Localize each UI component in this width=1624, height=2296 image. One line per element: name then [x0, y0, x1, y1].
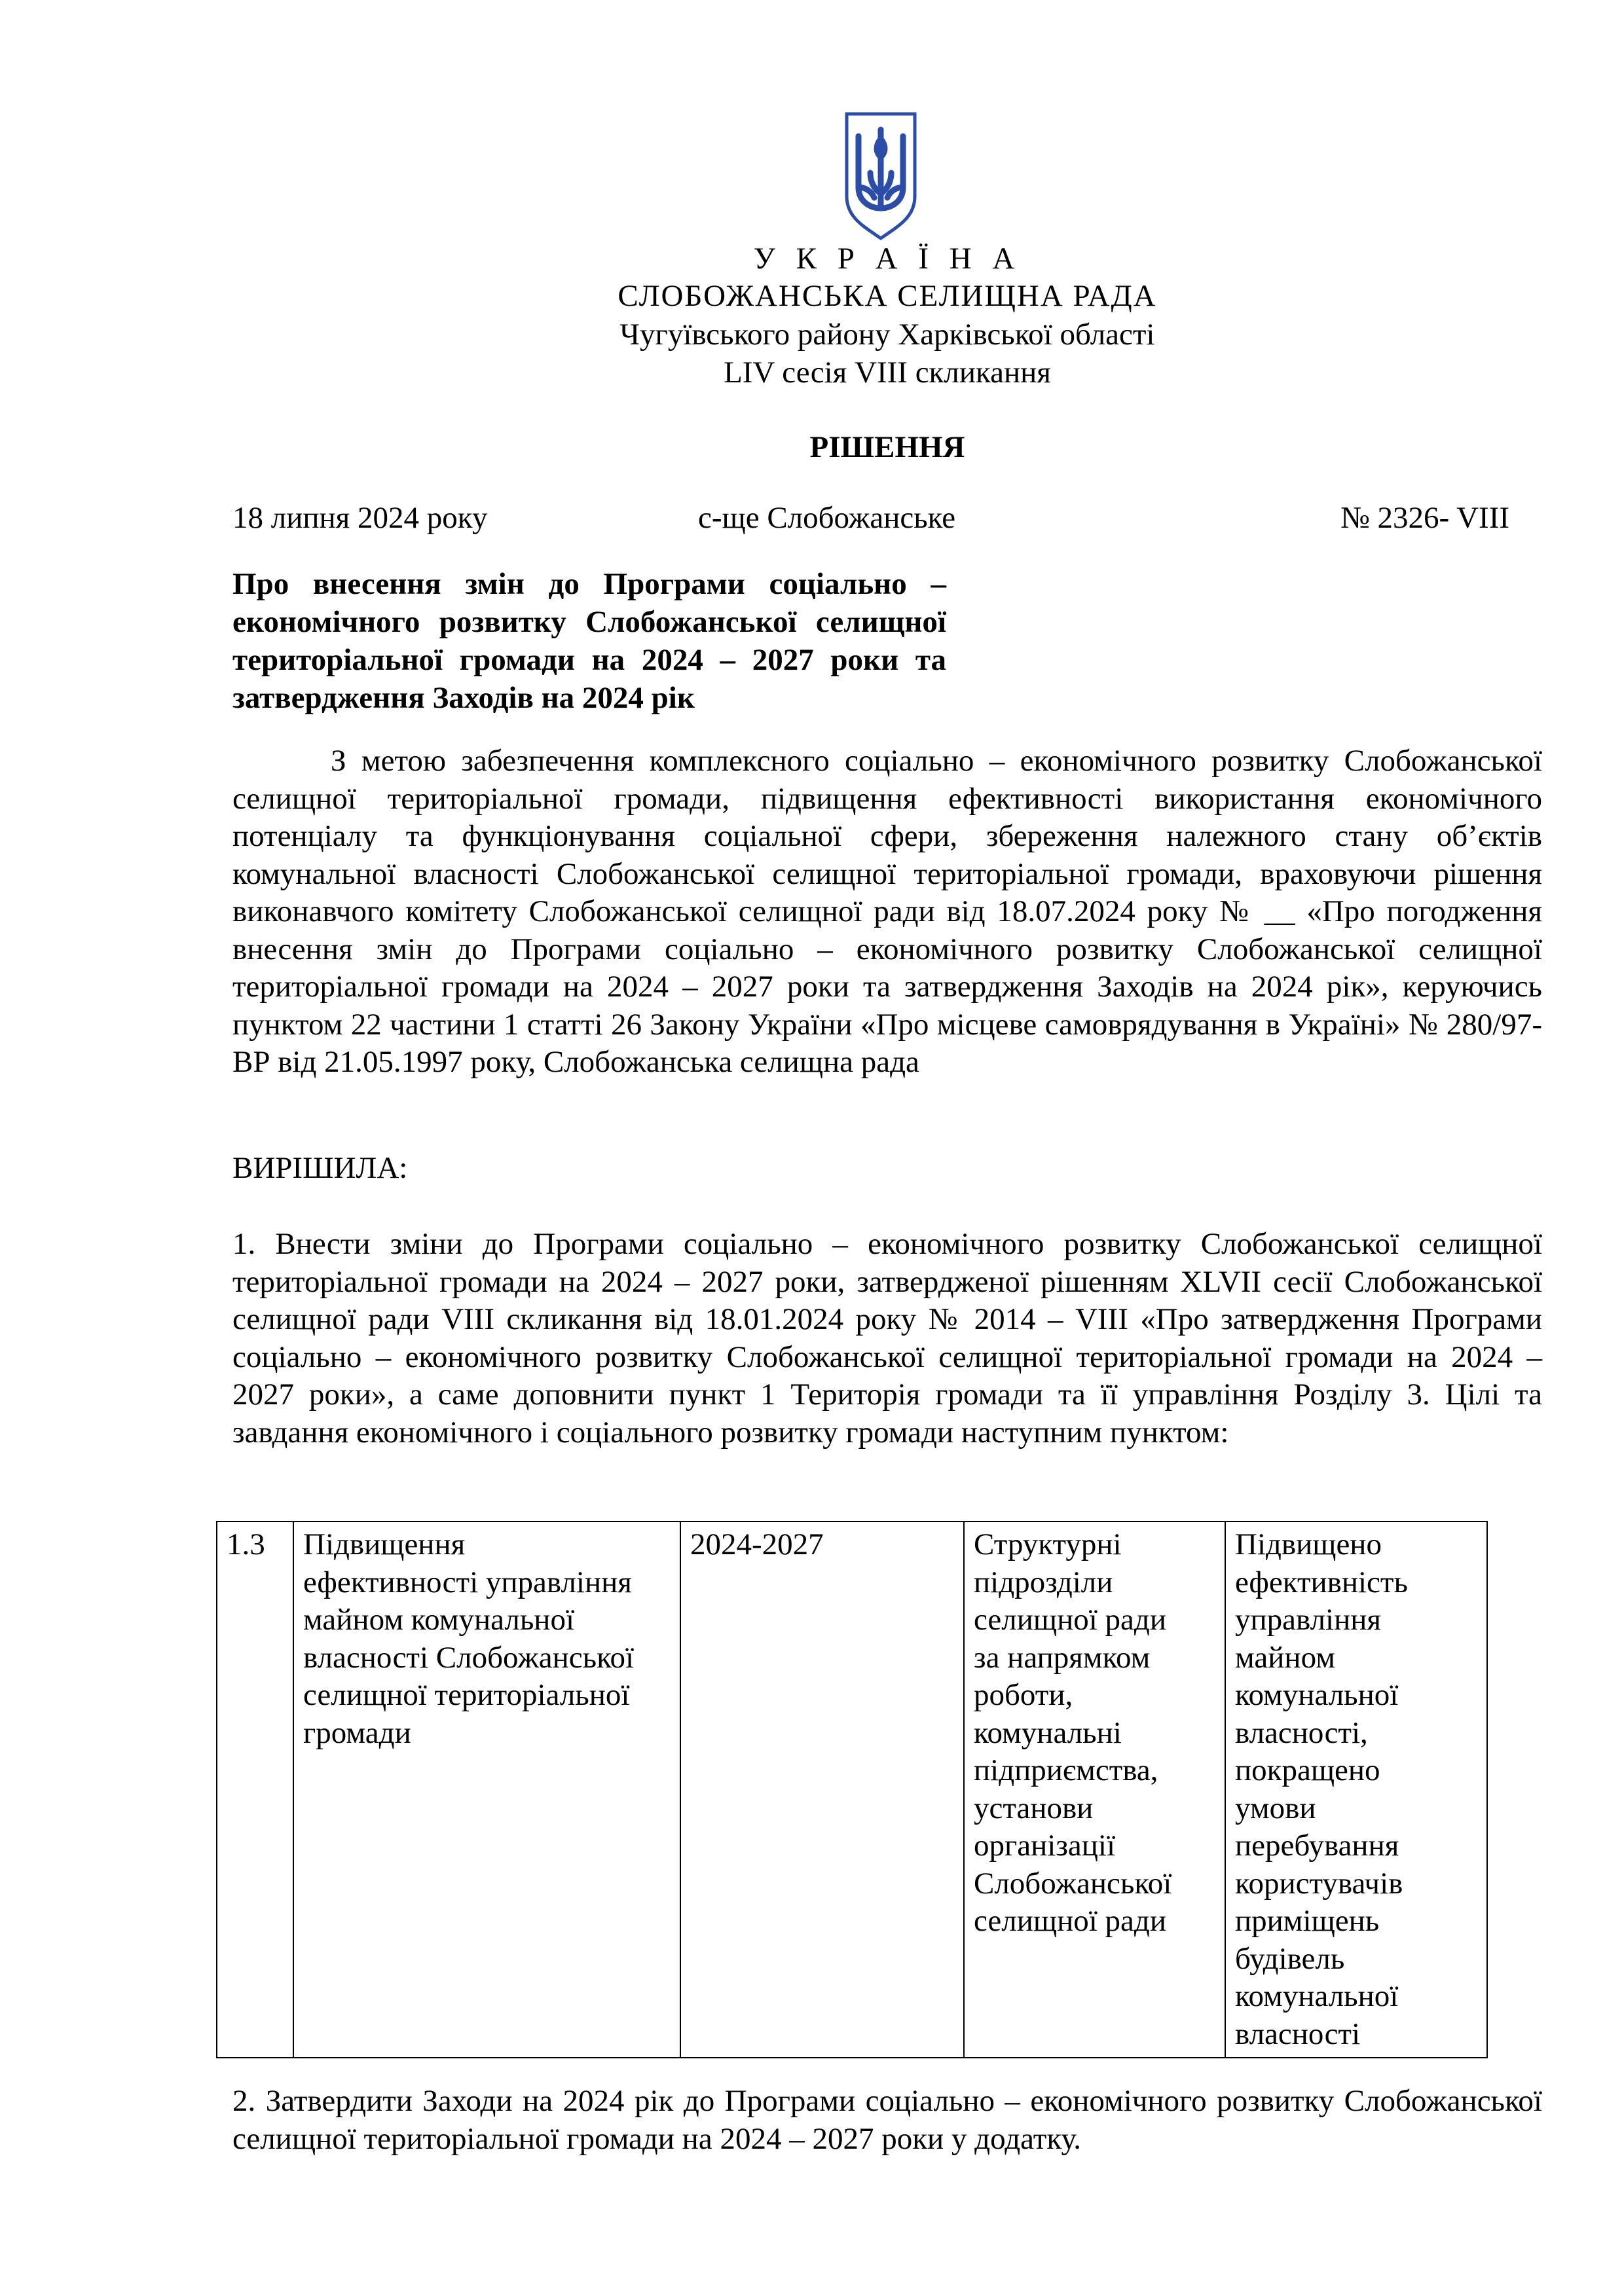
council-name: СЛОБОЖАНСЬКА СЕЛИЩНА РАДА [618, 279, 1157, 313]
result-line: умови [1235, 1791, 1316, 1825]
executors-line: селищної ради [974, 1904, 1166, 1938]
result-line: Підвищено [1235, 1527, 1382, 1561]
task-line: майном комунальної [303, 1603, 575, 1637]
executors-line: Слобожанської [974, 1866, 1172, 1901]
table-cell-number: 1.3 [217, 1522, 293, 2058]
table-cell-period: 2024-2027 [680, 1522, 964, 2058]
preamble-paragraph: З метою забезпечення комплексного соціально – економічного розвитку Слобожанської селищної територіальної громади, підвищення ефективності використання економічного потенціалу та функціонування соціальної сфери, збереження належного стану об’єктів комунальної власності Слобожанської селищної територіальної громади, враховуючи рішення виконавчого комітету Слобожанської селищної ради від 18.07.2024 року № __ «Про погодження внесення змін до Програми соціально – економічного розвитку Слобожанської селищної територіальної громади на 2024 – 2027 роки та затвердження Заходів на 2024 рік», керуючись пунктом 22 частини 1 статті 26 Закону України «Про місцеве самоврядування в Україні» № 280/97-ВР від 21.05.1997 року, Слобожанська селищна рада [232, 744, 1542, 1079]
result-line: комунальної [1235, 1678, 1399, 1712]
result-line: перебування [1235, 1829, 1399, 1863]
result-line: приміщень [1235, 1904, 1380, 1938]
result-line: покращено [1235, 1753, 1380, 1787]
task-line: ефективності управління [303, 1565, 632, 1599]
table-cell-task [293, 1522, 680, 2058]
result-line: власності, [1235, 1715, 1368, 1750]
trident-emblem-icon [841, 110, 920, 241]
decision-date: 18 липня 2024 року [232, 501, 488, 535]
executors-line: підрозділи [974, 1565, 1113, 1599]
country-name: У К Р А Ї Н А [753, 242, 1022, 276]
task-line: Підвищення [303, 1527, 466, 1561]
executors-line: селищної ради [974, 1603, 1166, 1637]
result-line: майном [1235, 1640, 1335, 1675]
decision-place: с-ще Слобожанське [698, 501, 956, 535]
table-cell-result [1225, 1522, 1487, 2058]
result-line: комунальної [1235, 1979, 1399, 2013]
amendment-table [216, 1521, 1488, 2058]
executors-line: за напрямком [974, 1640, 1151, 1675]
session-name: LIV сесія VIII скликання [724, 355, 1051, 390]
table-row [217, 1522, 1487, 2058]
executors-line: підприємства, [974, 1753, 1158, 1787]
task-line: громади [303, 1715, 411, 1750]
result-line: ефективність [1235, 1565, 1408, 1599]
decision-number: № 2326- VIII [1340, 501, 1509, 535]
task-line: селищної територіальної [303, 1678, 630, 1712]
item-2-paragraph: 2. Затвердити Заходи на 2024 рік до Програми соціально – економічного розвитку Слобожанської селищної територіальної громади на 2024 – 2027 роки у додатку. [232, 2084, 1542, 2156]
result-line: власності [1235, 2016, 1361, 2051]
result-line: управління [1235, 1603, 1382, 1637]
executors-line: установи [974, 1791, 1094, 1825]
decision-subject: Про внесення змін до Програми соціально – економічного розвитку Слобожанської селищної територіальної громади на 2024 – 2027 роки та затвердження Заходів на 2024 рік [232, 567, 946, 715]
executors-line: організації [974, 1829, 1116, 1863]
executors-line: Структурні [974, 1527, 1122, 1561]
resolved-heading: ВИРІШИЛА: [232, 1151, 408, 1185]
district-name: Чугуївського району Харківської області [619, 318, 1155, 352]
result-line: будівель [1235, 1941, 1345, 1976]
document-title: РІШЕННЯ [809, 430, 965, 464]
executors-line: роботи, [974, 1678, 1073, 1712]
task-line: власності Слобожанської [303, 1640, 635, 1675]
table-cell-executors [964, 1522, 1225, 2058]
result-line: користувачів [1235, 1866, 1403, 1901]
executors-line: комунальні [974, 1715, 1122, 1750]
item-1-paragraph: 1. Внести зміни до Програми соціально – економічного розвитку Слобожанської селищної територіальної громади на 2024 – 2027 роки, затвердженої рішенням XLVII сесії Слобожанської селищної ради VIII скликання від 18.01.2024 року № 2014 – VIII «Про затвердження Програми соціально – економічного розвитку Слобожанської селищної територіальної громади на 2024 – 2027 роки», а саме доповнити пункт 1 Територія громади та її управління Розділу 3. Цілі та завдання економічного і соціального розвитку громади наступним пунктом: [232, 1227, 1542, 1449]
